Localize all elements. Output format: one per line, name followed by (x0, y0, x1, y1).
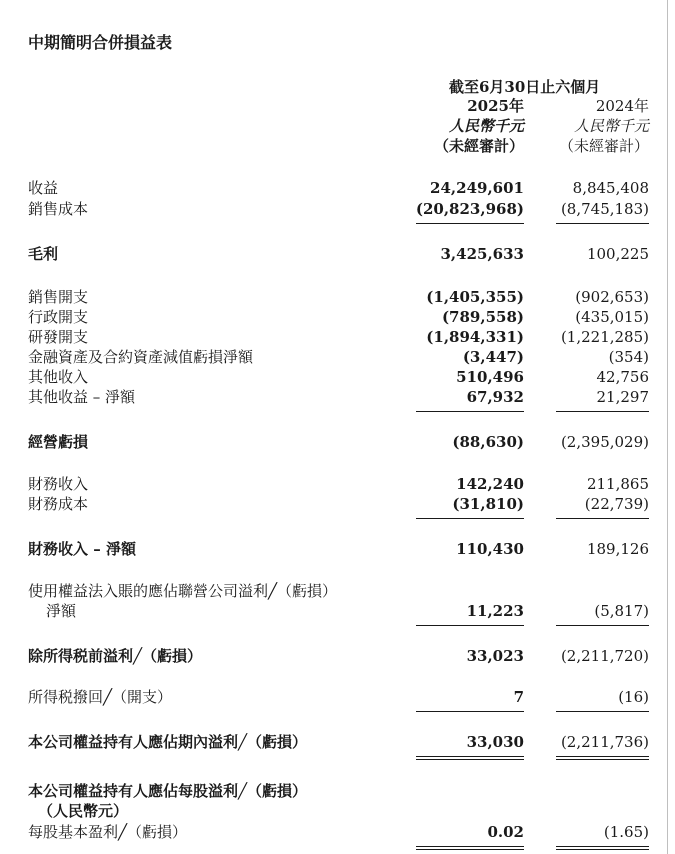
row-label: 財務收入 (28, 475, 89, 493)
row-value-2024: (435,015) (575, 308, 649, 326)
row-value-2025: 510,496 (456, 368, 524, 386)
row-value-2024: (2,395,029) (560, 433, 649, 451)
total-double-rule (416, 756, 524, 757)
row-value-2025: 142,240 (456, 475, 524, 493)
row-label: 銷售成本 (28, 200, 89, 218)
row-value-2024: (2,211,720) (560, 647, 649, 665)
row-value-2025: (31,810) (452, 495, 524, 513)
total-double-rule (556, 846, 649, 847)
subtotal-rule (556, 625, 649, 626)
row-label: 其他收益 – 淨額 (28, 388, 136, 406)
row-label: 本公司權益持有人應佔每股溢利╱（虧損） (28, 782, 308, 800)
row-label: 本公司權益持有人應佔期內溢利╱（虧損） (28, 733, 308, 751)
row-value-2025: 7 (513, 688, 524, 706)
row-label: 所得税撥回╱（開支） (28, 688, 173, 706)
subtotal-rule (556, 411, 649, 412)
row-label: 銷售開支 (28, 288, 89, 306)
statement-title: 中期簡明合併損益表 (28, 33, 173, 52)
row-label: 毛利 (28, 245, 59, 263)
row-value-2024: (1.65) (603, 823, 649, 841)
total-double-rule (416, 849, 524, 850)
subtotal-rule (556, 223, 649, 224)
row-value-2025: 24,249,601 (430, 179, 524, 197)
row-value-2024: (1,221,285) (560, 328, 649, 346)
row-value-2024: (5,817) (594, 602, 649, 620)
row-value-2024: 211,865 (586, 475, 649, 493)
row-value-2025: (3,447) (462, 348, 524, 366)
row-value-2025: 0.02 (487, 823, 524, 841)
row-label: 其他收入 (28, 368, 89, 386)
row-label: 每股基本盈利╱（虧損） (28, 823, 188, 841)
row-value-2025: (88,630) (452, 433, 524, 451)
row-value-2024: (8,745,183) (560, 200, 649, 218)
row-value-2025: 33,030 (466, 733, 524, 751)
total-double-rule (556, 756, 649, 757)
audit-2024-header: （未經審計） (558, 137, 649, 155)
subtotal-rule (556, 711, 649, 712)
row-value-2024: 21,297 (596, 388, 649, 406)
total-double-rule (416, 759, 524, 760)
row-label-continued: （人民幣元） (38, 802, 129, 820)
row-value-2024: (16) (618, 688, 649, 706)
total-double-rule (556, 759, 649, 760)
row-label: 收益 (28, 179, 59, 197)
row-value-2024: 42,756 (596, 368, 649, 386)
row-label: 經營虧損 (28, 433, 89, 451)
subtotal-rule (416, 625, 524, 626)
row-value-2025: 33,023 (466, 647, 524, 665)
unit-2025-header: 人民幣千元 (448, 117, 524, 135)
row-value-2025: 110,430 (456, 540, 524, 558)
subtotal-rule (416, 711, 524, 712)
total-double-rule (556, 849, 649, 850)
row-value-2025: (1,405,355) (426, 288, 524, 306)
row-label: 研發開支 (28, 328, 89, 346)
subtotal-rule (416, 518, 524, 519)
row-label: 財務收入 – 淨額 (28, 540, 136, 558)
row-value-2025: 3,425,633 (440, 245, 524, 263)
row-label-continued: 淨額 (46, 602, 77, 620)
total-double-rule (416, 846, 524, 847)
row-value-2024: (22,739) (584, 495, 649, 513)
unit-2024-header: 人民幣千元 (573, 117, 649, 135)
period-header: 截至6月30日止六個月 (449, 78, 601, 96)
row-value-2024: 100,225 (586, 245, 649, 263)
subtotal-rule (416, 411, 524, 412)
row-label: 財務成本 (28, 495, 89, 513)
page-edge (667, 0, 668, 854)
row-value-2025: 67,932 (466, 388, 524, 406)
subtotal-rule (556, 518, 649, 519)
row-label: 使用權益法入賬的應佔聯營公司溢利╱（虧損） (28, 582, 338, 600)
year-2025-header: 2025年 (467, 97, 524, 115)
row-value-2025: (20,823,968) (415, 200, 524, 218)
row-label: 除所得税前溢利╱（虧損） (28, 647, 203, 665)
row-value-2024: (902,653) (575, 288, 649, 306)
audit-2025-header: （未經審計） (433, 137, 524, 155)
row-value-2024: 8,845,408 (572, 179, 649, 197)
row-label: 金融資產及合約資產減值虧損淨額 (28, 348, 254, 366)
subtotal-rule (416, 223, 524, 224)
row-value-2024: 189,126 (586, 540, 649, 558)
row-value-2025: (1,894,331) (426, 328, 524, 346)
row-value-2025: 11,223 (466, 602, 524, 620)
row-label: 行政開支 (28, 308, 89, 326)
row-value-2025: (789,558) (441, 308, 524, 326)
year-2024-header: 2024年 (595, 97, 649, 115)
row-value-2024: (2,211,736) (560, 733, 649, 751)
row-value-2024: (354) (608, 348, 649, 366)
